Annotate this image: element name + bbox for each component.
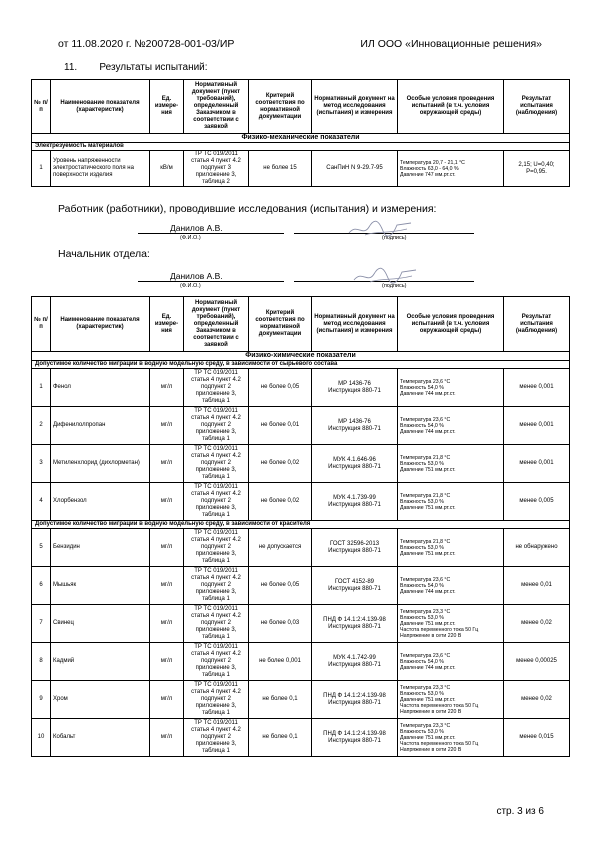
section-number: 11. xyxy=(64,62,78,73)
criterion: не допускается xyxy=(249,529,312,567)
test-conditions: Температура 23,6 °С Влажность 54,0 % Давление 744 мм.рт.ст. xyxy=(398,407,504,445)
test-conditions: Температура 21,8 °С Влажность 53,0 % Давление 751 мм.рт.ст. xyxy=(398,529,504,567)
row-number: 7 xyxy=(32,605,51,643)
normative-doc: ТР ТС 019/2011 статья 4 пункт 4.2 подпункт 2 приложение 3, таблица 1 xyxy=(184,605,249,643)
table-header-row xyxy=(32,80,570,134)
sign2-cap-name: (Ф.И.О.) xyxy=(180,283,201,289)
result: менее 0,005 xyxy=(504,483,570,521)
criterion: не более 0,001 xyxy=(249,643,312,681)
method-doc: МР 1436-76 Инструкция 880-71 xyxy=(312,369,398,407)
test-conditions: Температура 23,6 °С Влажность 54,0 % Давление 744 мм.рт.ст. xyxy=(398,369,504,407)
test-conditions: Температура 21,8 °С Влажность 53,0 % Давление 751 мм.рт.ст. xyxy=(398,445,504,483)
col-header: Критерий соответствия по нормативной документации xyxy=(249,80,312,134)
indicator-name: Кадмий xyxy=(51,643,150,681)
result: менее 0,02 xyxy=(504,681,570,719)
col-header: Особые условия проведения испытаний (в т.ч. условия окружающей среды) xyxy=(398,80,504,134)
table-header-row xyxy=(32,297,570,352)
row-number: 8 xyxy=(32,643,51,681)
normative-doc: ТР ТС 019/2011 статья 4 пункт 4.2 подпункт 2 приложение 3, таблица 1 xyxy=(184,483,249,521)
table-row xyxy=(32,529,570,567)
col-header: Особые условия проведения испытаний (в т.ч. условия окружающей среды) xyxy=(398,297,504,352)
results-table-chemical xyxy=(31,296,570,757)
indicator-name: Кобальт xyxy=(51,719,150,757)
result: 2,15; U=0,40; P=0,95. xyxy=(504,151,570,187)
criterion: не более 0,05 xyxy=(249,369,312,407)
test-conditions: Температура 21,8 °С Влажность 53,0 % Давление 751 мм.рт.ст. xyxy=(398,483,504,521)
col-header: № п/п xyxy=(32,297,51,352)
normative-doc: ТР ТС 019/2011 статья 4 пункт 4.2 подпункт 2 приложение 3, таблица 1 xyxy=(184,529,249,567)
row-number: 9 xyxy=(32,681,51,719)
subgroup-title: Электрезуемость материалов xyxy=(32,143,570,151)
result: менее 0,001 xyxy=(504,407,570,445)
unit: мг/л xyxy=(150,605,184,643)
col-header: Ед. измере-ния xyxy=(150,297,184,352)
method-doc: МУК 4.1.742-99 Инструкция 880-71 xyxy=(312,643,398,681)
normative-doc: ТР ТС 019/2011 статья 4 пункт 4.2 подпункт 2 приложение 3, таблица 1 xyxy=(184,369,249,407)
col-header: Нормативный документ (пункт требований), определенный Заказчиком в соответствии с заявкой xyxy=(184,297,249,352)
sign2-cap-sign: (подпись) xyxy=(382,283,407,289)
sign1-title: Работник (работники), проводившие исследования (испытания) и измерения: xyxy=(58,203,437,215)
group-row xyxy=(32,134,570,143)
row-number: 1 xyxy=(32,151,51,187)
subgroup-title: Допустимое количество миграции в водную модельную среду, в зависимости от сырьевого состава xyxy=(32,361,570,369)
lab-name: ИЛ ООО «Инновационные решения» xyxy=(360,38,542,50)
col-header: Нормативный документ на метод исследования (испытания) и измерения xyxy=(312,80,398,134)
table-row xyxy=(32,483,570,521)
group-row xyxy=(32,352,570,361)
criterion: не более 15 xyxy=(249,151,312,187)
method-doc: МР 1436-76 Инструкция 880-71 xyxy=(312,407,398,445)
table-row xyxy=(32,445,570,483)
table-row xyxy=(32,151,570,187)
unit: мг/л xyxy=(150,567,184,605)
normative-doc: ТР ТС 019/2011 статья 4 пункт 4.2 подпункт 2 приложение 3, таблица 1 xyxy=(184,445,249,483)
result: менее 0,001 xyxy=(504,445,570,483)
sign1-cap-name: (Ф.И.О.) xyxy=(180,235,201,241)
result: менее 0,015 xyxy=(504,719,570,757)
result: не обнаружено xyxy=(504,529,570,567)
sign2-name: Данилов А.В. xyxy=(170,271,223,281)
sign1-cap-sign: (подпись) xyxy=(382,235,407,241)
result: менее 0,001 xyxy=(504,369,570,407)
method-doc: МУК 4.1.646-96 Инструкция 880-71 xyxy=(312,445,398,483)
result: менее 0,00025 xyxy=(504,643,570,681)
method-doc: ПНД Ф 14.1:2:4.139-98 Инструкция 880-71 xyxy=(312,719,398,757)
col-header: Ед. измере-ния xyxy=(150,80,184,134)
criterion: не более 0,1 xyxy=(249,681,312,719)
section-label: Результаты испытаний: xyxy=(99,62,208,73)
sign1-name-line xyxy=(138,233,284,234)
test-conditions: Температура 20,7 - 21,1 °С Влажность 63,0 - 64,0 % Давление 747 мм.рт.ст. xyxy=(398,151,504,187)
subgroup-title: Допустимое количество миграции в водную модельную среду, в зависимости от красителя xyxy=(32,521,570,529)
col-header: Нормативный документ (пункт требований), определенный Заказчиком в соответствии с заявкой xyxy=(184,80,249,134)
subgroup-row xyxy=(32,143,570,151)
normative-doc: ТР ТС 019/2011 статья 4 пункт 4.2 подпункт 2 приложение 3, таблица 1 xyxy=(184,643,249,681)
col-header: Результат испытания (наблюдения) xyxy=(504,80,570,134)
unit: кВ/м xyxy=(150,151,184,187)
criterion: не более 0,05 xyxy=(249,567,312,605)
indicator-name: Свинец xyxy=(51,605,150,643)
table-row xyxy=(32,407,570,445)
row-number: 4 xyxy=(32,483,51,521)
section-title xyxy=(64,62,208,73)
row-number: 6 xyxy=(32,567,51,605)
test-conditions: Температура 23,3 °С Влажность 53,0 % Давление 751 мм.рт.ст. Частота переменного тока 50 Гц Напряжение в сети 220 В xyxy=(398,719,504,757)
indicator-name: Хлорбензол xyxy=(51,483,150,521)
col-header: Результат испытания (наблюдения) xyxy=(504,297,570,352)
col-header: Наименование показателя (характеристик) xyxy=(51,80,150,134)
table-row xyxy=(32,719,570,757)
unit: мг/л xyxy=(150,445,184,483)
group-title: Физико-химические показатели xyxy=(32,352,570,361)
table-row xyxy=(32,605,570,643)
unit: мг/л xyxy=(150,369,184,407)
row-number: 5 xyxy=(32,529,51,567)
test-conditions: Температура 23,3 °С Влажность 53,0 % Давление 751 мм.рт.ст. Частота переменного тока 50 Гц Напряжение в сети 220 В xyxy=(398,681,504,719)
col-header: Наименование показателя (характеристик) xyxy=(51,297,150,352)
method-doc: ПНД Ф 14.1:2:4.139-98 Инструкция 880-71 xyxy=(312,681,398,719)
test-conditions: Температура 23,6 °С Влажность 54,0 % Давление 744 мм.рт.ст. xyxy=(398,643,504,681)
row-number: 10 xyxy=(32,719,51,757)
subgroup-row xyxy=(32,361,570,369)
row-number: 2 xyxy=(32,407,51,445)
indicator-name: Хром xyxy=(51,681,150,719)
test-conditions: Температура 23,3 °С Влажность 53,0 % Давление 751 мм.рт.ст. Частота переменного тока 50 Гц Напряжение в сети 220 В xyxy=(398,605,504,643)
criterion: не более 0,01 xyxy=(249,407,312,445)
table-row xyxy=(32,369,570,407)
sign1-name: Данилов А.В. xyxy=(170,223,223,233)
col-header: № п/п xyxy=(32,80,51,134)
unit: мг/л xyxy=(150,681,184,719)
row-number: 1 xyxy=(32,369,51,407)
sign2-name-line xyxy=(138,281,284,282)
method-doc: ПНД Ф 14.1:2:4.139-98 Инструкция 880-71 xyxy=(312,605,398,643)
criterion: не более 0,02 xyxy=(249,445,312,483)
table-row xyxy=(32,643,570,681)
normative-doc: ТР ТС 019/2011 статья 4 пункт 4.2 подпункт 2 приложение 3, таблица 1 xyxy=(184,681,249,719)
sign2-title: Начальник отдела: xyxy=(58,248,150,260)
indicator-name: Дифенилолпропан xyxy=(51,407,150,445)
criterion: не более 0,03 xyxy=(249,605,312,643)
method-doc: СанПиН N 9-29.7-95 xyxy=(312,151,398,187)
table-row xyxy=(32,567,570,605)
row-number: 3 xyxy=(32,445,51,483)
group-title: Физико-механические показатели xyxy=(32,134,570,143)
results-table-physical xyxy=(31,79,570,187)
normative-doc: ТР ТС 019/2011 статья 4 пункт 4.2 подпункт 2 приложение 3, таблица 1 xyxy=(184,407,249,445)
unit: мг/л xyxy=(150,407,184,445)
indicator-name: Метиленхлорид (дихлорметан) xyxy=(51,445,150,483)
unit: мг/л xyxy=(150,483,184,521)
test-conditions: Температура 23,6 °С Влажность 54,0 % Давление 744 мм.рт.ст. xyxy=(398,567,504,605)
result: менее 0,02 xyxy=(504,605,570,643)
indicator-name: Уровень напряженности электростатического поля на поверхности изделия xyxy=(51,151,150,187)
method-doc: МУК 4.1.739-99 Инструкция 880-71 xyxy=(312,483,398,521)
result: менее 0,01 xyxy=(504,567,570,605)
unit: мг/л xyxy=(150,643,184,681)
method-doc: ГОСТ 32596-2013 Инструкция 880-71 xyxy=(312,529,398,567)
normative-doc: ТР ТС 019/2011 статья 4 пункт 4.2 подпункт 2 приложение 3, таблица 1 xyxy=(184,719,249,757)
page-number: стр. 3 из 6 xyxy=(496,806,544,817)
table-row xyxy=(32,681,570,719)
normative-doc: ТР ТС 019/2011 статья 4 пункт 4.2 подпункт 3 приложение 3, таблица 2 xyxy=(184,151,249,187)
subgroup-row xyxy=(32,521,570,529)
signature-1-image xyxy=(345,217,415,239)
normative-doc: ТР ТС 019/2011 статья 4 пункт 4.2 подпункт 2 приложение 3, таблица 1 xyxy=(184,567,249,605)
indicator-name: Мышьяк xyxy=(51,567,150,605)
unit: мг/л xyxy=(150,529,184,567)
protocol-number: от 11.08.2020 г. №200728-001-03/ИР xyxy=(58,38,235,50)
col-header: Нормативный документ на метод исследования (испытания) и измерения xyxy=(312,297,398,352)
method-doc: ГОСТ 4152-89 Инструкция 880-71 xyxy=(312,567,398,605)
col-header: Критерий соответствия по нормативной документации xyxy=(249,297,312,352)
criterion: не более 0,1 xyxy=(249,719,312,757)
indicator-name: Фенол xyxy=(51,369,150,407)
criterion: не более 0,02 xyxy=(249,483,312,521)
unit: мг/л xyxy=(150,719,184,757)
indicator-name: Бензидин xyxy=(51,529,150,567)
signature-2-image xyxy=(350,264,420,286)
